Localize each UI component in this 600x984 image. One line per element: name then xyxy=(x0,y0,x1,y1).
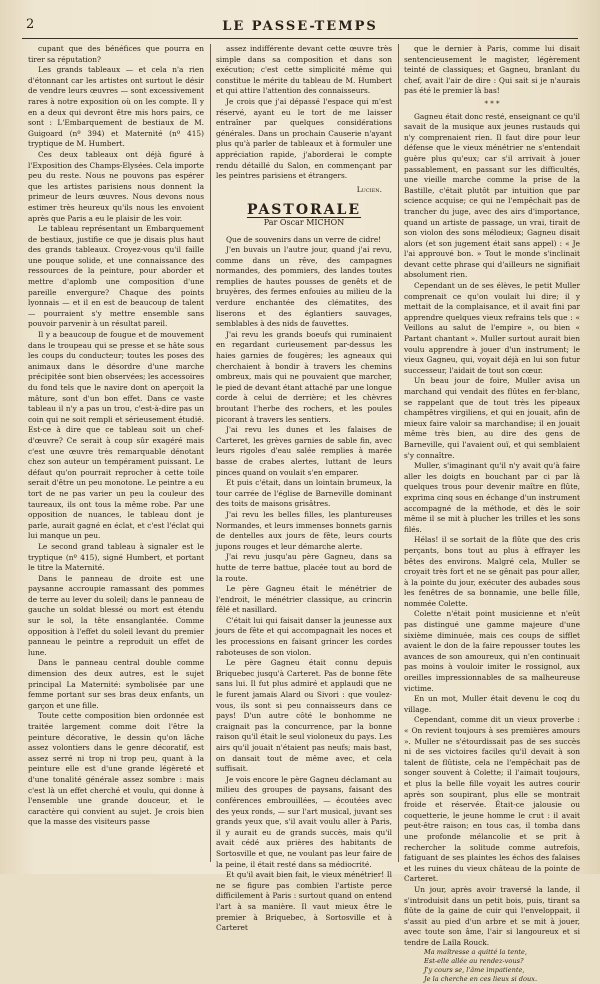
paragraph: Un jour, après avoir traversé la lande, il s'introduisit dans un petit bois, puis, tirant sa flûte de la gaine de cuir qui l'enveloppait, il s'assit au pied d'un arbre et se mit à jouer, avec toute son âme, l'air si langoureux et si tendre de Laïla Rouck. xyxy=(404,884,580,947)
paragraph: Toute cette composition bien ordonnée est traitée largement comme doit l'être la peinture décorative, le dessin qu'on lâche assez volontiers dans le genre décoratif, est assez serré ni trop ni trop peu, quant à la peinture elle est d'une grande légèreté et d'une tonalité générale assez sombre : mais c'est là un effet cherché et voulu, qui donne à l'ensemble une grande douceur, et le caractère qui convient au sujet. Je crois bien que la masse des visiteurs passe xyxy=(28,711,204,827)
paragraph: Le père Gagneu était le ménétrier de l'endroit, le ménétrier classique, au crincrin fêlé et nasillard. xyxy=(216,584,392,615)
paragraph: Dans le panneau de droite est une paysanne accroupie ramassant des pommes de terre au lever du soleil; dans le panneau de gauche un soldat blessé ou mort est étendu sur le sol, la tête ensanglantée. Comme opposition à l'effet du soleil levant du premier panneau le peintre a reproduit un effet de lune. xyxy=(28,573,204,657)
paragraph: J'ai revu les belles filles, les plantureuses Normandes, et leurs immenses bonnets garnis de dentelles aux jours de fête, leurs courts jupons rouges et leur démarche alerte. xyxy=(216,509,392,551)
paragraph: Dans le panneau central double comme dimension des deux autres, est le sujet principal La Maternité: symbolisée par une femme portant sur ses bras deux enfants, un garçon et une fille. xyxy=(28,658,204,710)
page-number: 2 xyxy=(26,17,35,32)
paragraph: Colette n'était point musicienne et n'eût pas distingué une gamme majeure d'une sixième diminuée, mais ces coups de sifflet avaient le don de la faire repousser toutes les avances de son amoureux, qui n'en continuait pas moins à vouloir imiter le rossignol, aux oreilles impressionnables de sa malheureuse victime. xyxy=(404,609,580,693)
paragraph: Je crois que j'ai dépassé l'espace qui m'est réservé, ayant eu le tort de me laisser entraîner par quelques considérations générales. Dans un prochain Causerie n'ayant plus qu'à parler de tableaux et à formuler une appréciation rapide, j'aborderai le compte rendu détaillé du Salon, en commençant par les peintres parisiens et étrangers. xyxy=(216,96,392,181)
paragraph: C'était lui qui faisait danser la jeunesse aux jours de fête et qui accompagnait les noces et les processions en faisant grincer les cordes raboteuses de son violon. xyxy=(216,615,392,657)
paragraph: cupant que des bénéfices que pourra en tirer sa réputation? xyxy=(28,44,204,64)
paragraph: En un mot, Muller était devenu le coq du village. xyxy=(404,694,580,714)
paragraph: Et qu'il avait bien fait, le vieux ménétrier! Il ne se figure pas combien l'artiste perce difficilement à Paris : surtout quand on entend l'art à sa manière. Il vaut mieux être le premier à Briquebec, à Sortosville et à Carteret xyxy=(216,870,392,933)
paragraph: Cependant un de ses élèves, le petit Muller comprenait ce qu'on voulait lui dire; il y mettait de la complaisance, et il avait fini par apprendre quelques vieux refrains tels que : « Veillons au salut de l'empire », ou bien « Partant chantant ». Muller surtout aurait bien voulu apprendre à jouer d'un instrument; le vieux Gagneu, qui, voyait déjà en lui son futur successeur, l'aidait de tout son cœur. xyxy=(404,281,580,375)
column-3-intro xyxy=(404,44,580,97)
paragraph: Muller, s'imaginant qu'il n'y avait qu'à faire aller les doigts en bouchant par ci par là quelques trous pour devenir maître en flûte, exprima cinq sous en échange d'un instrument accompagné de la méthode, et dès le soir même il se mit à plucher les trilles et les sons filés. xyxy=(404,461,580,534)
paragraph: Ces deux tableaux ont déjà figuré à l'Exposition des Champs-Elysées. Cela importe peu du reste. Nous ne pouvons pas espérer que les artistes parisiens nous donnent la primeur de leurs œuvres. Nous devons nous estimer très heureux qu'ils nous les envoient après que Paris a eu le plaisir de les voir. xyxy=(28,149,204,223)
paragraph: Et puis c'était, dans un lointain brumeux, la tour carrée de l'église de Barneville dominant des toits de maisons grisâtres. xyxy=(216,478,392,509)
paragraph: Les grands tableaux — et cela n'a rien d'étonnant car les artistes ont surtout le désir de vendre leurs œuvres — sont excessivement rares à notre exposition où on les compte. Il y en a deux qui devront être mis hors pairs, ce sont : L'Embarquement de bestiaux de M. Guigoard (nº 394) et Maternité (nº 415) tryptique de M. Humbert. xyxy=(28,65,204,149)
verse-line: Ma maîtresse a quitté la tente, xyxy=(424,948,528,957)
paragraph: J'ai revu les grands boeufs qui ruminaient en regardant curieusement par-dessus les haies garnies de fougères; les agneaux qui cherchaient à bondir à travers les chemins ombreux, mais qui ne pouvaient que marcher, le pied de devant étant attaché par une longue corde à celui de derrière; et les chèvres broutant l'herbe des rochers, et les poules picorant à travers les sentiers. xyxy=(216,329,392,424)
article-signature: Lucien. xyxy=(356,184,382,194)
section-title: PASTORALE xyxy=(246,202,362,219)
paragraph: Un beau jour de foire, Muller avisa un marchand qui vendait des flûtes en fer-blanc, se rappelant que de tout très les pipeaux champêtres virgiliens, et qui en jouait, afin de mieux faire valoir sa marchandise; il en jouait même très bien, au dire des gens de Barneville, qui l'avaient ouï, et qui semblaient s'y connaître. xyxy=(404,376,580,460)
columns xyxy=(28,44,580,984)
column-divider xyxy=(398,44,399,862)
publication-title: LE PASSE-TEMPS xyxy=(222,18,378,34)
paragraph: Il y a beaucoup de fougue et de mouvement dans le troupeau qui se presse et se hâte sous les coups du conducteur; toutes les poses des animaux dans le désordre d'une marche précipitée sont bien observées; les accessoires du fond tels que le navire dont on aperçoit la mâture, sont d'un bon effet. Dans ce vaste tableau il n'y a pas un trou, c'est-à-dire pas un coin qui ne soit rempli et sérieusement étudié. Est-ce à dire que ce tableau soit un chef-d'œuvre? Ce serait à coup sûr exagéré mais c'est une œuvre très remarquable dénotant chez son auteur un tempérament puissant. Le défaut qu'on pourrait reprocher à cette toile serait d'être un peu monotone. Le peintre a eu tort de ne pas varier un peu la couleur des taureaux, ils ont tous la même robe. Par une opposition de nuances, le tableau dont je parle, aurait gagné en éclat, et c'est l'éclat qui lui manque un peu. xyxy=(28,330,204,541)
column-3-body xyxy=(404,112,580,949)
column-2 xyxy=(216,44,392,933)
verse-line: J'y cours se, l'âme impatiente, xyxy=(424,966,525,975)
column-divider xyxy=(210,44,211,862)
paragraph: J'ai revu les dunes et les falaises de Carteret, les grèves garnies de sable fin, avec leurs rigoles d'eau salée remplies à marée basse de crabes alertes, luttant de leurs pinces quand on voulait s'en emparer. xyxy=(216,425,392,477)
paragraph: Cependant, comme dit un vieux proverbe : « On revient toujours à ses premières amours ». Muller ne s'étourdissait pas de ses succès ni de ses victoires faciles qu'il devait à son talent de flûtiste, cela ne l'empêchait pas de songer souvent à Colette; il l'aimait toujours, et plus la belle fille voyait les autres courir après son soupirant, plus elle se montrait froide et réservée. Était-ce jalousie ou coquetterie, le jeune homme le crut : il avait peut-être raison; en tous cas, il tomba dans une profonde mélancolie et se prit à rechercher la solitude comme autrefois, fatiguant de ses plaintes les échos des falaises et les ruines du vieux château de la pointe de Carteret. xyxy=(404,715,580,884)
paragraph: J'ai revu jusqu'au père Gagneu, dans sa hutte de terre battue, placée tout au bord de la route. xyxy=(216,552,392,583)
column-2-body xyxy=(216,235,392,934)
page-header xyxy=(22,14,578,39)
verse-line: Je la cherche en ces lieux si doux. xyxy=(424,975,538,984)
paragraph: Le second grand tableau à signaler est le tryptique (nº 415), signé Humbert, et portant le titre la Maternité. xyxy=(28,541,204,573)
section-separator: * * * xyxy=(484,99,500,108)
byline: Par Oscar MICHON xyxy=(263,217,345,227)
column-3 xyxy=(404,44,580,984)
verse-line: Est-elle allée au rendez-vous? xyxy=(424,957,524,966)
paragraph: que le dernier à Paris, comme lui disait sentencieusement le magister, légèrement teinté de classiques; et Gagneu, branlant du chef, avait l'air de dire : Qui sait si je n'aurais pas été le premier là bas! xyxy=(404,44,580,96)
column-2-intro xyxy=(216,44,392,182)
paragraph: Hélas! il se sortait de la flûte que des cris perçants, bons tout au plus à effrayer les bêtes des environs. Malgré cela, Muller se croyait très fort et ne se gênait pas pour aller, à la pointe du jour, exécuter des aubades sous les fenêtres de sa bonnamie, une belle fille, nommée Colette. xyxy=(404,535,580,608)
paragraph: assez indifférente devant cette œuvre très simple dans sa composition et dans son exécution; c'est cette simplicité même qui constitue le mérite du tableau de M. Humbert et qui attire l'attention des connaisseurs. xyxy=(216,44,392,96)
paragraph: Je vois encore le père Gagneu déclamant au milieu des groupes de paysans, faisant des conférences embrouillées, — écoutées avec des yeux ronds, — sur l'art musical, juvant ses grands yeux que, s'il avait voulu aller à Paris, il y aurait eu de grands succès, mais qu'il avait cédé aux prières des habitants de Sortosville et que, ne voulant pas leur faire de la peine, il était resté dans sa médiocrité. xyxy=(216,774,392,869)
paragraph: Gagneu était donc resté, enseignant ce qu'il savait de la musique aux jeunes rustauds qui n'y comprenaient rien. Il faut dire pour leur défense que le vieux ménétrier ne s'entendait guère plus qu'eux; car s'il arrivait à jouer passablement, en passant sur les difficultés, une vieille marche comme la prise de la Bastille, c'était plutôt par intuition que par science acquise; ce qui ne l'empêchait pas de trancher du juge, avec des airs d'importance, quand un artiste de passage, un vrai, tirait de son violon des sons mélodieux; Gagneu disait alors (et son jugement était sans appel) : « Je l'ai approuvé bon. » Tout le monde s'inclinait devant cette phrase qui d'ailleurs ne signifiait absolument rien. xyxy=(404,111,580,280)
paragraph: Le tableau représentant un Embarquement de bestiaux, justifie ce que je disais plus haut des grands tableaux. Croyez-vous qu'il faille une pouque solide, et une connaissance des ressources de la peinture, pour aborder et mettre d'aplomb une composition d'une pareille envergure? Chaque des points lyonnais — et il en est de beaucoup de talent — pourraient s'y mettre ensemble sans pouvoir parvenir à un résultat pareil. xyxy=(28,224,204,329)
paragraph: Le père Gagneu était connu depuis Briquebec jusqu'à Carteret. Pas de bonne fête sans lui. Il fut plus admiré et applaudi que ne le furent jamais Alard ou Sivori : que voulez-vous, ils sont si peu connaisseurs dans ce pays! D'un autre côté le bonhomme ne craignait pas la concurrence, par la bonne raison qu'il était le seul violoneux du pays. Les airs qu'il jouait n'étaient pas neufs; mais bast, on dansait tout de même avec, et cela suffisait. xyxy=(216,658,392,774)
paragraph: Que de souvenirs dans un verre de cidre! xyxy=(226,234,382,244)
paragraph: J'en buvais un l'autre jour, quand j'ai revu, comme dans un rêve, des campagnes normandes, des pommiers, des landes toutes remplies de hautes pousses de genêts et de bruyères, des fermes enfouies au milieu de la verdure enchantée des clématites, des liserons et des églantiers sauvages, semblables à des nids de fauvettes. xyxy=(216,245,392,329)
column-1 xyxy=(28,44,204,862)
verse xyxy=(404,948,580,984)
